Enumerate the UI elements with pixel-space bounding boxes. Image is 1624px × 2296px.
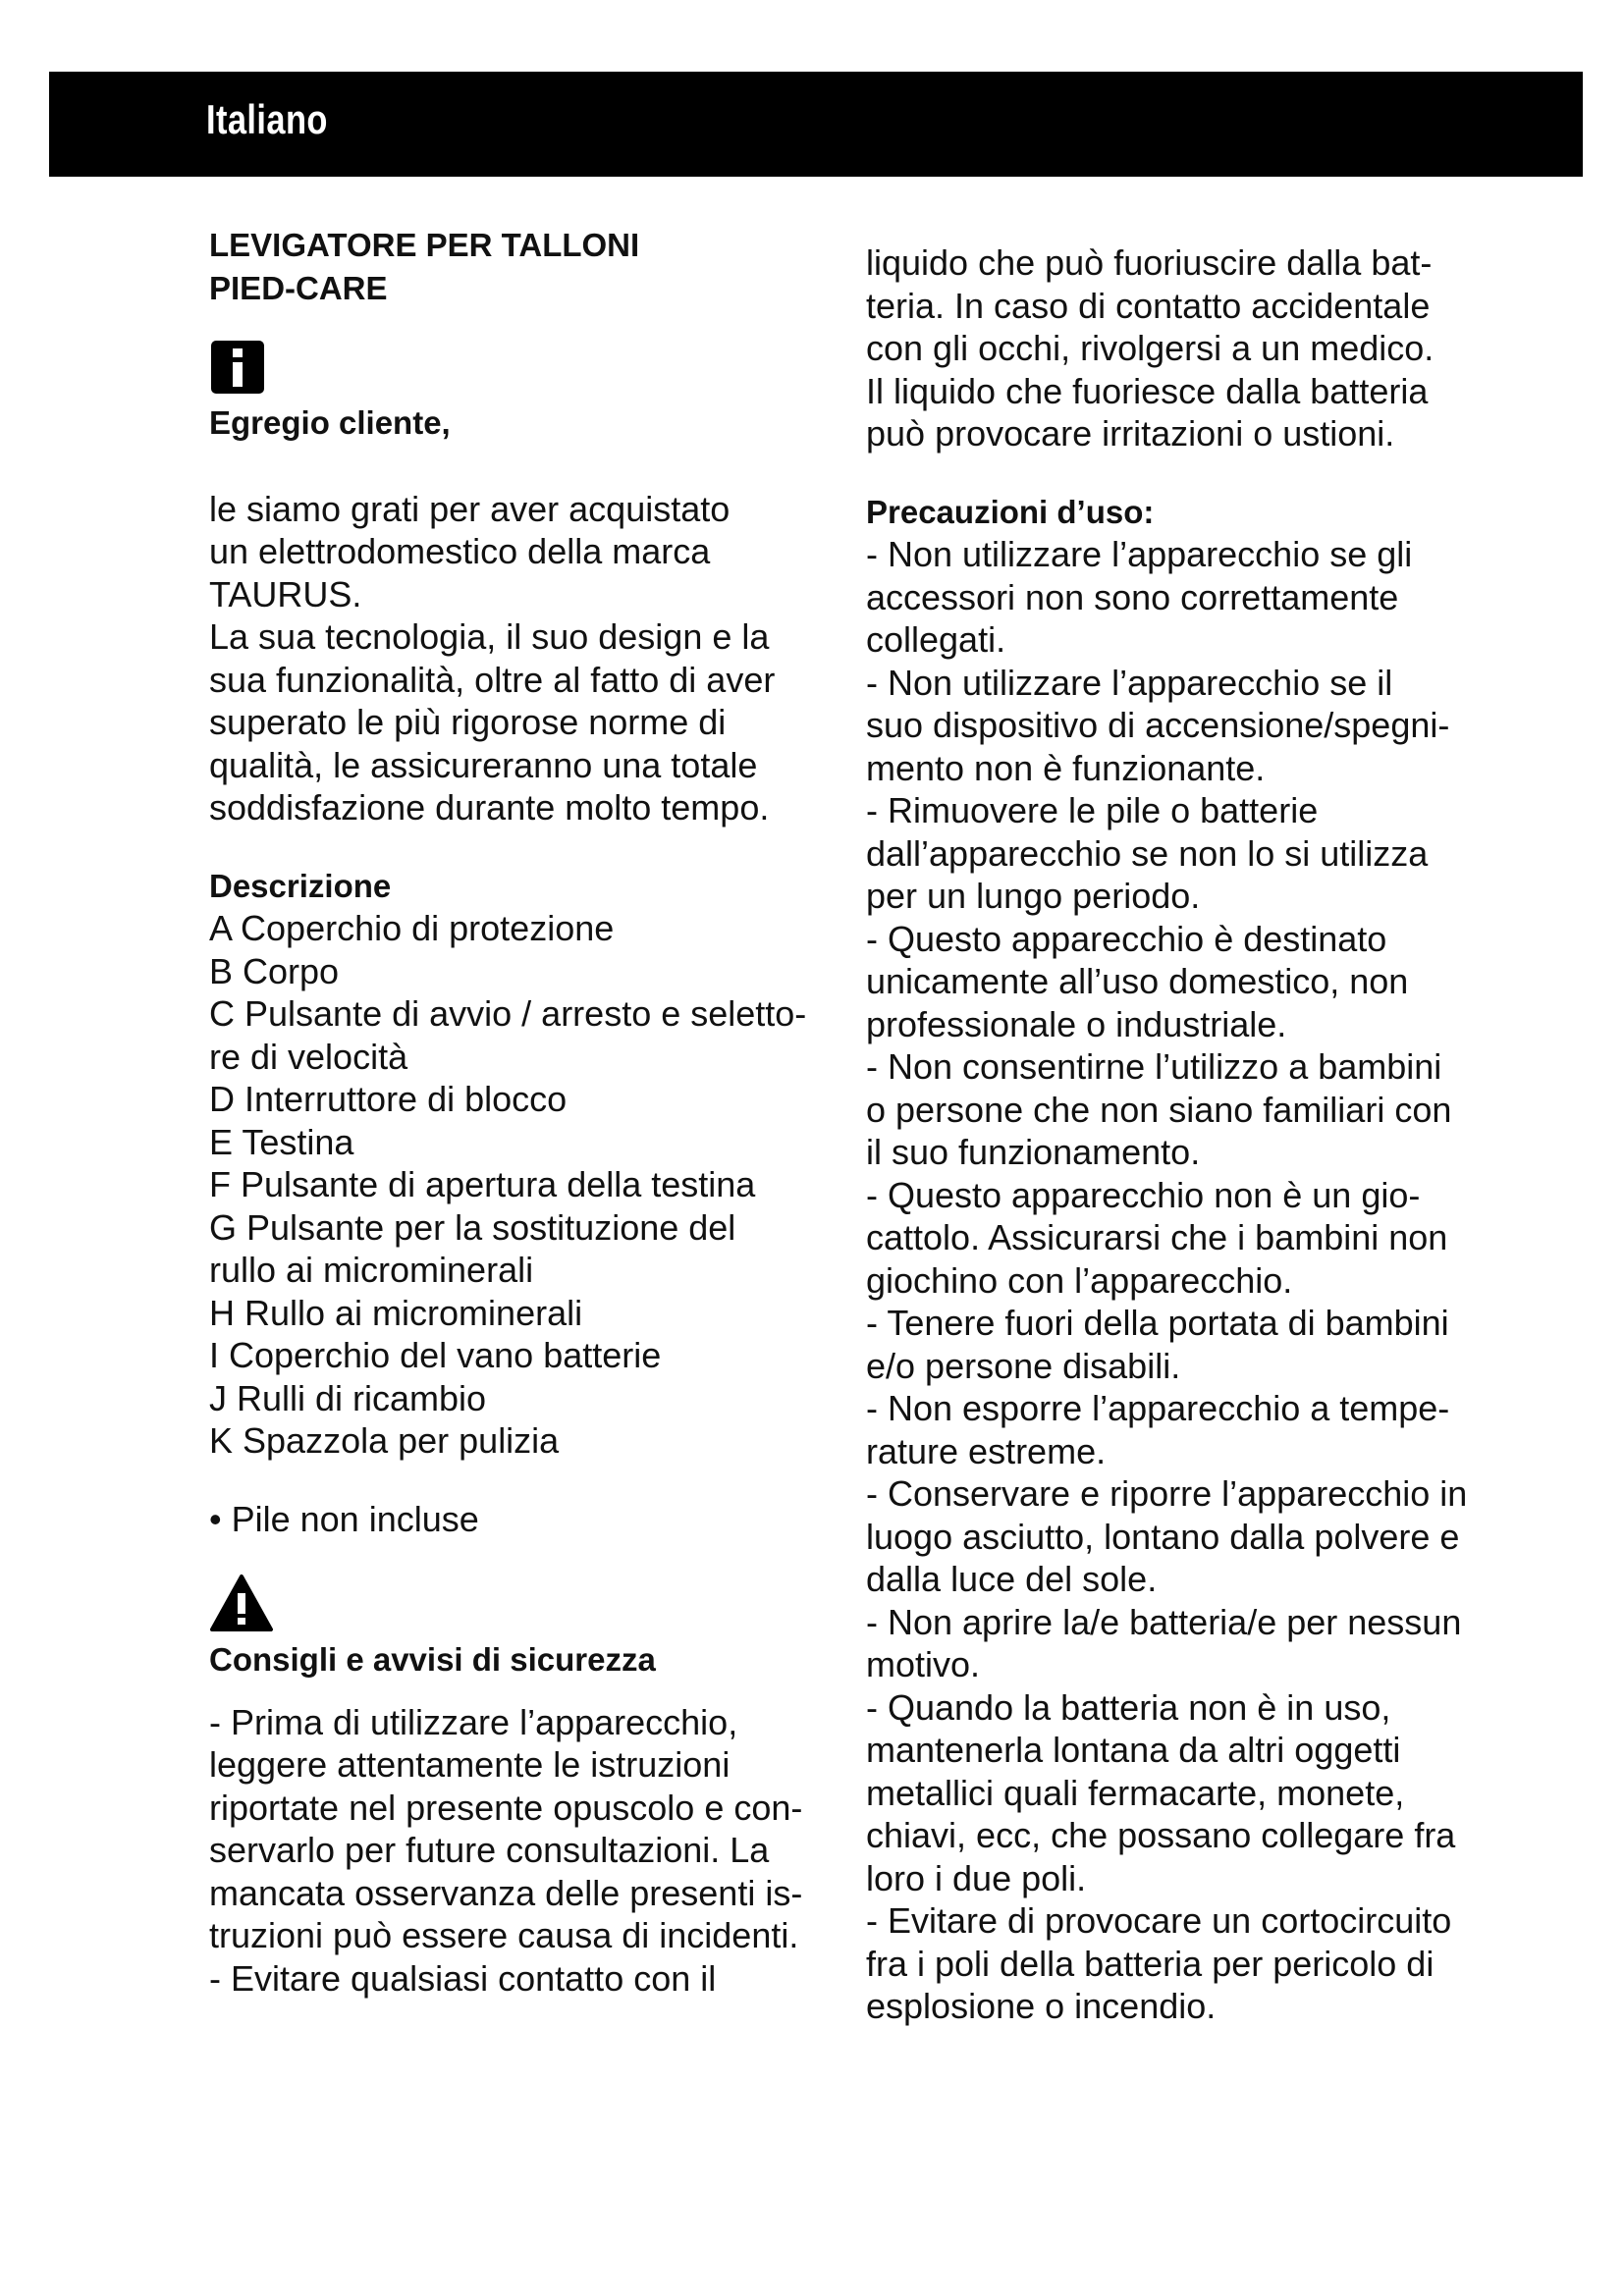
precaution-line: giochino con l’apparecchio.	[866, 1259, 1293, 1301]
safety-line: servarlo per future consultazioni. La	[209, 1830, 770, 1870]
description-item: rullo ai microminerali	[209, 1250, 534, 1290]
precaution-line: professionale o industriale.	[866, 1003, 1287, 1044]
precaution-line: - Evitare di provocare un cortocircuito	[866, 1900, 1452, 1941]
precaution-line: mantenerla lontana da altri oggetti	[866, 1730, 1401, 1770]
battery-liquid-line: liquido che può fuoriuscire dalla bat-	[866, 242, 1433, 283]
precautions-heading: Precauzioni d’uso:	[866, 493, 1155, 530]
language-title: Italiano	[206, 96, 328, 142]
safety-heading: Consigli e avvisi di sicurezza	[209, 1641, 656, 1678]
right-column	[866, 241, 1475, 2028]
battery-liquid-line: con gli occhi, rivolgersi a un medico.	[866, 328, 1435, 368]
safety-paragraph	[209, 1701, 818, 2001]
precaution-line: fra i poli della batteria per pericolo di	[866, 1943, 1435, 1984]
description-item: C Pulsante di avvio / arresto e seletto-	[209, 993, 807, 1034]
precaution-line: - Conservare e riporre l’apparecchio in	[866, 1473, 1468, 1514]
precaution-line: il suo funzionamento.	[866, 1132, 1201, 1172]
description-item: A Coperchio di protezione	[209, 908, 615, 948]
precaution-line: - Non aprire la/e batteria/e per nessun	[866, 1601, 1462, 1642]
greeting-line: TAURUS.	[209, 573, 362, 614]
left-column	[209, 224, 818, 2000]
info-icon	[209, 339, 266, 396]
precaution-line: - Non esporre l’apparecchio a tempe-	[866, 1388, 1450, 1428]
info-icon-wrap	[209, 329, 268, 398]
greeting-salutation: Egregio cliente,	[209, 404, 451, 441]
precaution-line: collegati.	[866, 619, 1006, 660]
greeting-line: un elettrodomestico della marca	[209, 531, 711, 571]
description-item: F Pulsante di apertura della testina	[209, 1164, 756, 1204]
precaution-line: - Questo apparecchio è destinato	[866, 918, 1387, 959]
greeting-line: qualità, le assicureranno una totale	[209, 744, 758, 785]
precaution-line: chiavi, ecc, che possano collegare fra	[866, 1815, 1456, 1855]
description-item: I Coperchio del vano batterie	[209, 1335, 662, 1375]
description-item: E Testina	[209, 1121, 354, 1162]
precautions-list	[866, 533, 1475, 2028]
precaution-line: - Tenere fuori della portata di bambini	[866, 1303, 1449, 1343]
description-item: re di velocità	[209, 1036, 408, 1077]
precaution-line: luogo asciutto, lontano dalla polvere e	[866, 1516, 1460, 1557]
precaution-line: loro i due poli.	[866, 1857, 1087, 1898]
precaution-line: - Non utilizzare l’apparecchio se gli	[866, 534, 1413, 574]
precaution-line: rature estreme.	[866, 1430, 1107, 1471]
greeting-line: La sua tecnologia, il suo design e la	[209, 616, 770, 657]
precaution-line: - Quando la batteria non è in uso,	[866, 1686, 1391, 1728]
safety-line: - Evitare qualsiasi contatto con il	[209, 1957, 717, 1999]
description-heading: Descrizione	[209, 867, 392, 904]
precaution-line: dall’apparecchio se non lo si utilizza	[866, 832, 1429, 874]
description-item: D Interruttore di blocco	[209, 1079, 568, 1119]
warning-icon	[209, 1574, 274, 1632]
precaution-line: - Non consentirne l’utilizzo a bambini	[866, 1046, 1442, 1087]
precaution-line: metallici quali fermacarte, monete,	[866, 1772, 1405, 1813]
precaution-line: accessori non sono correttamente	[866, 576, 1399, 617]
safety-line: leggere attentamente le istruzioni	[209, 1744, 731, 1785]
precaution-line: suo dispositivo di accensione/spegni-	[866, 705, 1450, 745]
warning-icon-wrap	[209, 1566, 268, 1634]
precaution-line: unicamente all’uso domestico, non	[866, 961, 1409, 1001]
batteries-note: • Pile non incluse	[209, 1498, 479, 1539]
product-title-line-2: PIED-CARE	[209, 269, 388, 306]
battery-liquid-paragraph	[866, 241, 1475, 455]
battery-liquid-line: teria. In caso di contatto accidentale	[866, 285, 1431, 326]
precaution-line: o persone che non siano familiari con	[866, 1089, 1452, 1130]
precaution-line: - Rimuovere le pile o batterie	[866, 790, 1319, 830]
greeting-line: superato le più rigorose norme di	[209, 702, 727, 742]
description-item: K Spazzola per pulizia	[209, 1420, 560, 1461]
precaution-line: cattolo. Assicurarsi che i bambini non	[866, 1217, 1448, 1257]
precaution-line: mento non è funzionante.	[866, 747, 1266, 788]
safety-line: truzioni può essere causa di incidenti.	[209, 1915, 799, 1955]
precaution-line: e/o persone disabili.	[866, 1345, 1181, 1386]
battery-liquid-line: Il liquido che fuoriesce dalla batteria	[866, 370, 1429, 411]
description-item: G Pulsante per la sostituzione del	[209, 1206, 736, 1248]
description-item: J Rulli di ricambio	[209, 1377, 487, 1418]
description-item: H Rullo ai microminerali	[209, 1292, 583, 1333]
precaution-line: esplosione o incendio.	[866, 1986, 1217, 2026]
description-list	[209, 907, 818, 1463]
safety-line: - Prima di utilizzare l’apparecchio,	[209, 1701, 738, 1742]
precaution-line: motivo.	[866, 1644, 981, 1684]
greeting-line: soddisfazione durante molto tempo.	[209, 787, 770, 828]
precaution-line: per un lungo periodo.	[866, 876, 1201, 916]
description-item: B Corpo	[209, 950, 340, 991]
product-title-line-1: LEVIGATORE PER TALLONI	[209, 227, 640, 263]
precaution-line: dalla luce del sole.	[866, 1559, 1158, 1599]
language-header-bar	[49, 72, 1583, 177]
battery-liquid-line: può provocare irritazioni o ustioni.	[866, 413, 1395, 454]
greeting-paragraph	[209, 488, 818, 829]
greeting-line: sua funzionalità, oltre al fatto di aver	[209, 659, 776, 700]
precaution-line: - Questo apparecchio non è un gio-	[866, 1174, 1421, 1215]
precaution-line: - Non utilizzare l’apparecchio se il	[866, 662, 1393, 703]
safety-line: mancata osservanza delle presenti is-	[209, 1872, 803, 1913]
greeting-line: le siamo grati per aver acquistato	[209, 488, 731, 529]
safety-line: riportate nel presente opuscolo e con-	[209, 1787, 803, 1828]
